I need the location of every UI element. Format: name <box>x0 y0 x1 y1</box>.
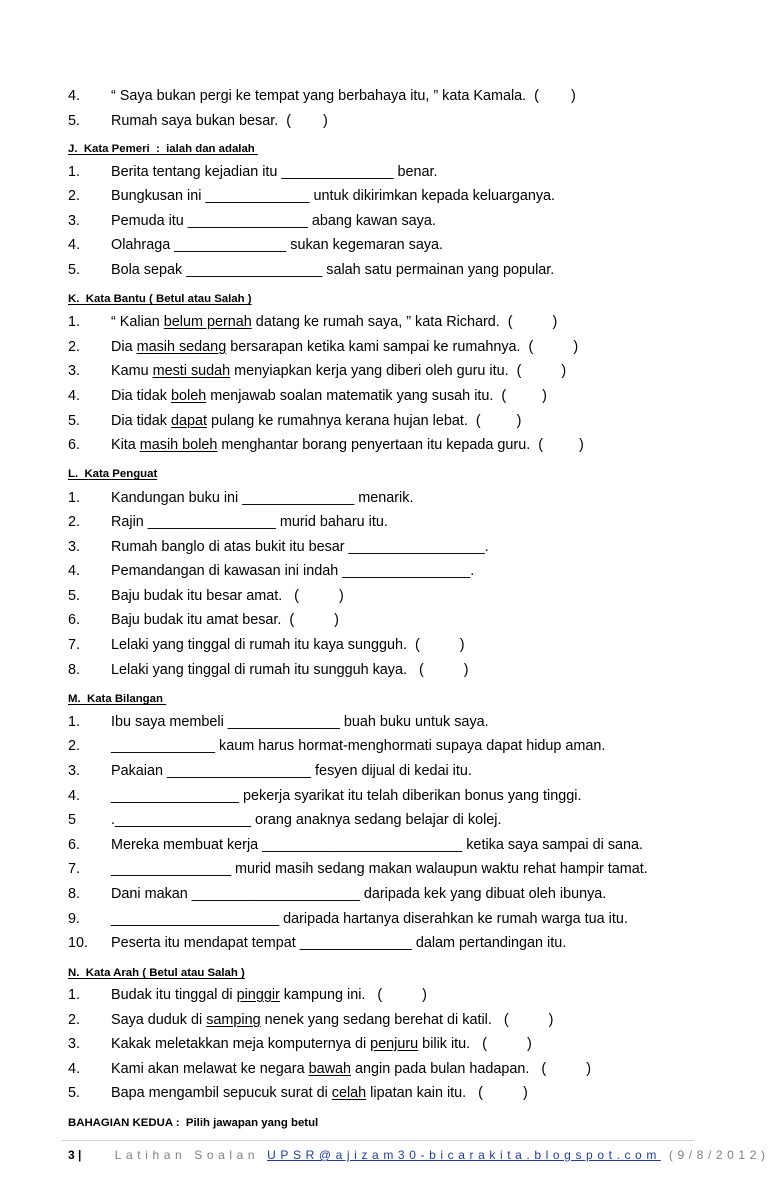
item-number: 4. <box>68 563 81 579</box>
item-number: 1. <box>68 314 81 330</box>
item-text: Bungkusan ini _____________ untuk dikirimkan kepada keluarganya. <box>111 188 556 204</box>
item-text: Peserta itu mendapat tempat ______________ dalam pertandingan itu. <box>111 935 567 951</box>
underlined-word: samping <box>206 1012 261 1028</box>
underlined-word: masih sedang <box>136 339 227 355</box>
footer-date: (9/8/2012) <box>660 1148 770 1162</box>
item-text: Baju budak itu besar amat. ( ) <box>111 588 344 604</box>
item-number: 5. <box>68 262 81 278</box>
item-number: 7. <box>68 637 81 653</box>
underlined-word: boleh <box>171 388 207 404</box>
item-text: Pemuda itu _______________ abang kawan saya. <box>111 213 436 229</box>
item-text: “ Kalian belum pernah datang ke rumah saya, ” kata Richard. ( ) <box>111 314 558 330</box>
item-number: 3. <box>68 763 81 779</box>
item-number: 1. <box>68 987 81 1003</box>
item-text: Lelaki yang tinggal di rumah itu kaya sungguh. ( ) <box>111 637 465 653</box>
item-number: 1. <box>68 164 81 180</box>
item-number: 5. <box>68 113 81 129</box>
item-text: Kamu mesti sudah menyiapkan kerja yang diberi oleh guru itu. ( ) <box>111 363 567 379</box>
item-text: ________________ pekerja syarikat itu telah diberikan bonus yang tinggi. <box>111 788 582 804</box>
underlined-word: belum pernah <box>163 314 252 330</box>
item-text: Kita masih boleh menghantar borang penyertaan itu kepada guru. ( ) <box>111 437 584 453</box>
item-text: _______________ murid masih sedang makan walaupun waktu rehat hampir tamat. <box>111 861 648 877</box>
item-text: Pemandangan di kawasan ini indah ________________. <box>111 563 475 579</box>
item-number: 1. <box>68 714 81 730</box>
item-text: Lelaki yang tinggal di rumah itu sungguh kaya. ( ) <box>111 662 469 678</box>
item-text: Berita tentang kejadian itu ______________ benar. <box>111 164 438 180</box>
item-text: Bola sepak _________________ salah satu permainan yang popular. <box>111 262 555 278</box>
item-text: Dia tidak boleh menjawab soalan matematik yang susah itu. ( ) <box>111 388 547 404</box>
item-text: _____________________ daripada hartanya diserahkan ke rumah warga tua itu. <box>111 911 628 927</box>
item-number: 2. <box>68 188 81 204</box>
item-text: Olahraga ______________ sukan kegemaran saya. <box>111 237 444 253</box>
item-text: Budak itu tinggal di pinggir kampung ini. ( ) <box>111 987 427 1003</box>
item-number: 5. <box>68 413 81 429</box>
item-number: 7. <box>68 861 81 877</box>
item-text: Saya duduk di samping nenek yang sedang berehat di katil. ( ) <box>111 1012 554 1028</box>
item-number: 6. <box>68 612 81 628</box>
item-number: 6. <box>68 437 81 453</box>
item-text: Kami akan melawat ke negara bawah angin pada bulan hadapan. ( ) <box>111 1061 591 1077</box>
item-number: 2. <box>68 738 81 754</box>
underlined-word: bawah <box>308 1061 351 1077</box>
item-text: Dani makan _____________________ daripada kek yang dibuat oleh ibunya. <box>111 886 607 902</box>
item-number: 4. <box>68 237 81 253</box>
page-footer <box>68 1147 770 1163</box>
item-text: Pakaian __________________ fesyen dijual di kedai itu. <box>111 763 472 779</box>
item-text: ._________________ orang anaknya sedang belajar di kolej. <box>111 812 502 828</box>
item-text: Bapa mengambil sepucuk surat di celah lipatan kain itu. ( ) <box>111 1085 528 1101</box>
item-text: Kakak meletakkan meja komputernya di penjuru bilik itu. ( ) <box>111 1036 532 1052</box>
item-number: 3. <box>68 1036 81 1052</box>
item-number: 9. <box>68 911 81 927</box>
item-number: 10. <box>68 935 89 951</box>
item-number: 4. <box>68 1061 81 1077</box>
item-number: 3. <box>68 539 81 555</box>
item-text: Ibu saya membeli ______________ buah buku untuk saya. <box>111 714 489 730</box>
page-number: 3 | <box>68 1148 82 1162</box>
item-text: Mereka membuat kerja _________________________ ketika saya sampai di sana. <box>111 837 644 853</box>
item-number: 2. <box>68 514 81 530</box>
underlined-word: celah <box>331 1085 367 1101</box>
item-number: 4. <box>68 388 81 404</box>
item-text: Kandungan buku ini ______________ menarik. <box>111 490 414 506</box>
item-number: 4. <box>68 88 81 104</box>
section-heading-l: L. Kata Penguat <box>68 468 158 480</box>
footer-divider <box>62 1140 694 1141</box>
section-heading-n: N. Kata Arah ( Betul atau Salah ) <box>68 967 245 979</box>
item-text: Dia masih sedang bersarapan ketika kami sampai ke rumahnya. ( ) <box>111 339 579 355</box>
item-text: “ Saya bukan pergi ke tempat yang berbahaya itu, ” kata Kamala. ( ) <box>111 88 576 104</box>
item-number: 1. <box>68 490 81 506</box>
underlined-word: mesti sudah <box>152 363 231 379</box>
item-number: 3. <box>68 363 81 379</box>
item-number: 3. <box>68 213 81 229</box>
underlined-word: masih boleh <box>139 437 218 453</box>
item-number: 2. <box>68 1012 81 1028</box>
item-number: 8. <box>68 886 81 902</box>
item-number: 5. <box>68 1085 81 1101</box>
item-text: Rajin ________________ murid baharu itu. <box>111 514 388 530</box>
item-text: _____________ kaum harus hormat-menghormati supaya dapat hidup aman. <box>111 738 606 754</box>
item-number: 5 <box>68 812 77 828</box>
item-text: Rumah banglo di atas bukit itu besar _________________. <box>111 539 489 555</box>
item-text: Baju budak itu amat besar. ( ) <box>111 612 339 628</box>
underlined-word: penjuru <box>370 1036 419 1052</box>
item-text: Dia tidak dapat pulang ke rumahnya kerana hujan lebat. ( ) <box>111 413 522 429</box>
item-number: 4. <box>68 788 81 804</box>
item-number: 6. <box>68 837 81 853</box>
item-text: Rumah saya bukan besar. ( ) <box>111 113 328 129</box>
underlined-word: pinggir <box>236 987 280 1003</box>
section-heading-m: M. Kata Bilangan <box>68 693 167 705</box>
underlined-word: dapat <box>171 413 208 429</box>
part-two-heading: BAHAGIAN KEDUA : Pilih jawapan yang betul <box>68 1117 319 1129</box>
item-number: 5. <box>68 588 81 604</box>
footer-label: Latihan Soalan <box>114 1148 268 1162</box>
item-number: 8. <box>68 662 81 678</box>
blog-link[interactable]: UPSR@ajizam30-bicarakita.blogspot.com <box>267 1148 661 1162</box>
item-number: 2. <box>68 339 81 355</box>
section-heading-j: J. Kata Pemeri : ialah dan adalah <box>68 143 258 155</box>
section-heading-k: K. Kata Bantu ( Betul atau Salah ) <box>68 293 252 305</box>
